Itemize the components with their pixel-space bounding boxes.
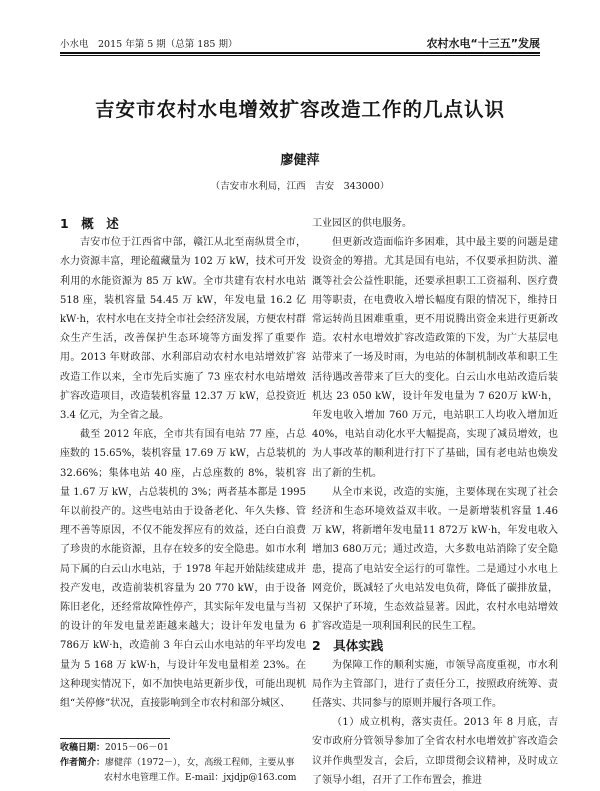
paragraph: 为保障工作的顺利实施，市领导高度重视，市水利局作为主管部门，进行了责任分工，按照政府统筹、责任落实、共同参与的原则并履行各项工作。: [312, 659, 558, 710]
header-rule-thin: [60, 55, 540, 56]
author-bio-line: [60, 756, 310, 771]
section-heading-overview: 1 概 述: [60, 216, 119, 231]
header-rule-thick: [60, 52, 540, 54]
received-label: 收稿日期：: [60, 743, 106, 753]
author-bio-text: 廖健萍（1972－），女，高级工程师，主要从事: [105, 758, 295, 768]
paragraph: 截至 2012 年底，全市共有国有电站 77 座，占总座数的 15.65%，装机容量 17.69 万 kW，占总装机的 32.66%；集体电站 40 座，占总座数的 8%，装机容量 1.67 万 kW，占总装机的 3%；两者基本都是 1995 年以前投产的。这些电站由于设备老化、年久失修、管理不善等原因，不仅不能发挥应有的效益，还白白浪费了珍贵的水能资源，且存在较多的安全隐患。如市水利局下属的白云山水电站，于 1978 年起开始陆续建成并投产发电，改造前装机容量为 20 770 kW，由于设备陈旧老化，还经常故障性停产，其实际年发电量与当初的设计的年发电量差距越来越大；设计年发电量为 6 786万 kW·h，改造前 3 年白云山水电站的年平均发电量为 5 168 万 kW·h，与设计年发电量相差 23%。在这种现实情况下，如不加快电站更新步伐，可能出现机组“关停修”状况，直接影响到全市农村和部分城区、: [60, 429, 306, 710]
right-column: [312, 214, 558, 790]
section-heading-practice: 2 具体实践: [312, 638, 384, 654]
paragraph-continued: 工业园区的供电服务。: [312, 218, 412, 229]
author-bio-label: 作者简介：: [60, 758, 106, 768]
footnote-rule: [60, 738, 170, 739]
author-affiliation: （吉安市水利局，江西 吉安 343000）: [210, 181, 390, 192]
author-bio-contact: 农村水电管理工作。E-mail：jxjdjp@163.com: [104, 773, 297, 783]
paragraph: 从全市来说，改造的实施，主要体现在实现了社会经济和生态环境效益双丰收。一是新增装机容量 1.46 万 kW，将新增年发电量11 872万 kW·h，年发电收入增加3 680万元；通过改造，大多数电站消除了安全隐患，提高了电站安全运行的可靠性。二是通过小水电上网竞价，既减轻了火电站发电负荷，降低了碳排放量，又保护了环境，生态效益显著。因此，农村水电站增效扩容改造是一项利国利民的民生工程。: [312, 486, 558, 633]
article-title: 吉安市农村水电增效扩容改造工作的几点认识: [94, 98, 505, 121]
paragraph: （1）成立机构，落实责任。2013 年 8 月底，吉安市政府分管领导参加了全省农村水电增效扩容改造会议并作典型发言，会后，立即贯彻会议精神，及时成立了领导小组，召开了工作布置会，推进: [312, 717, 558, 786]
footnote: [60, 741, 310, 786]
received-date-line: [60, 741, 310, 756]
header-section: 农村水电“十三五”发展: [426, 37, 540, 50]
article-author: 廖健萍: [280, 153, 320, 168]
paragraph: 但更新改造面临许多困难，其中最主要的问题是建设资金的筹措。尤其是国有电站，不仅要承担防洪、灌溉等社会公益性职能，还要承担职工工资福利、医疗费用等职责，在电费收入增长幅度有限的情况下，维持日常运转尚且困难重重，更不用说腾出资金来进行更新改造。农村水电增效扩容改造政策的下发，为广大基层电站带来了一场及时雨，为电站的体制机制改革和职工生活待遇改善带来了巨大的变化。白云山水电站改造后装机达 23 050 kW，设计年发电量为 7 620万 kW·h，年发电收入增加 760 万元，电站职工人均收入增加近 40%，电站自动化水平大幅提高，实现了减员增效，也为人事改革的顺利进行打下了基础，国有老电站也焕发出了新的生机。: [312, 237, 558, 479]
received-date: 2015－06－01: [105, 743, 169, 753]
paragraph: 吉安市位于江西省中部，赣江从北至南纵贯全市，水力资源丰富，理论蕴藏量为 102 万 kW，技术可开发利用的水能资源为 85 万 kW。全市共建有农村水电站 518 座，装机容量 54.45 万 kW，年发电量 16.2 亿 kW·h，农村水电在支持全市社会经济发展，方便农村群众生产生活，改善保护生态环境等方面发挥了重要作用。2013 年财政部、水利部启动农村水电站增效扩容改造工作以来，全市先后实施了 73 座农村水电站增效扩容改造项目，改造装机容量 12.37 万 kW，总投资近 3.4 亿元，为全省之最。: [60, 237, 306, 422]
left-column: [60, 214, 306, 713]
journal-issue: 小水电 2015 年第 5 期（总第 185 期）: [60, 39, 238, 50]
running-header: [60, 36, 540, 51]
